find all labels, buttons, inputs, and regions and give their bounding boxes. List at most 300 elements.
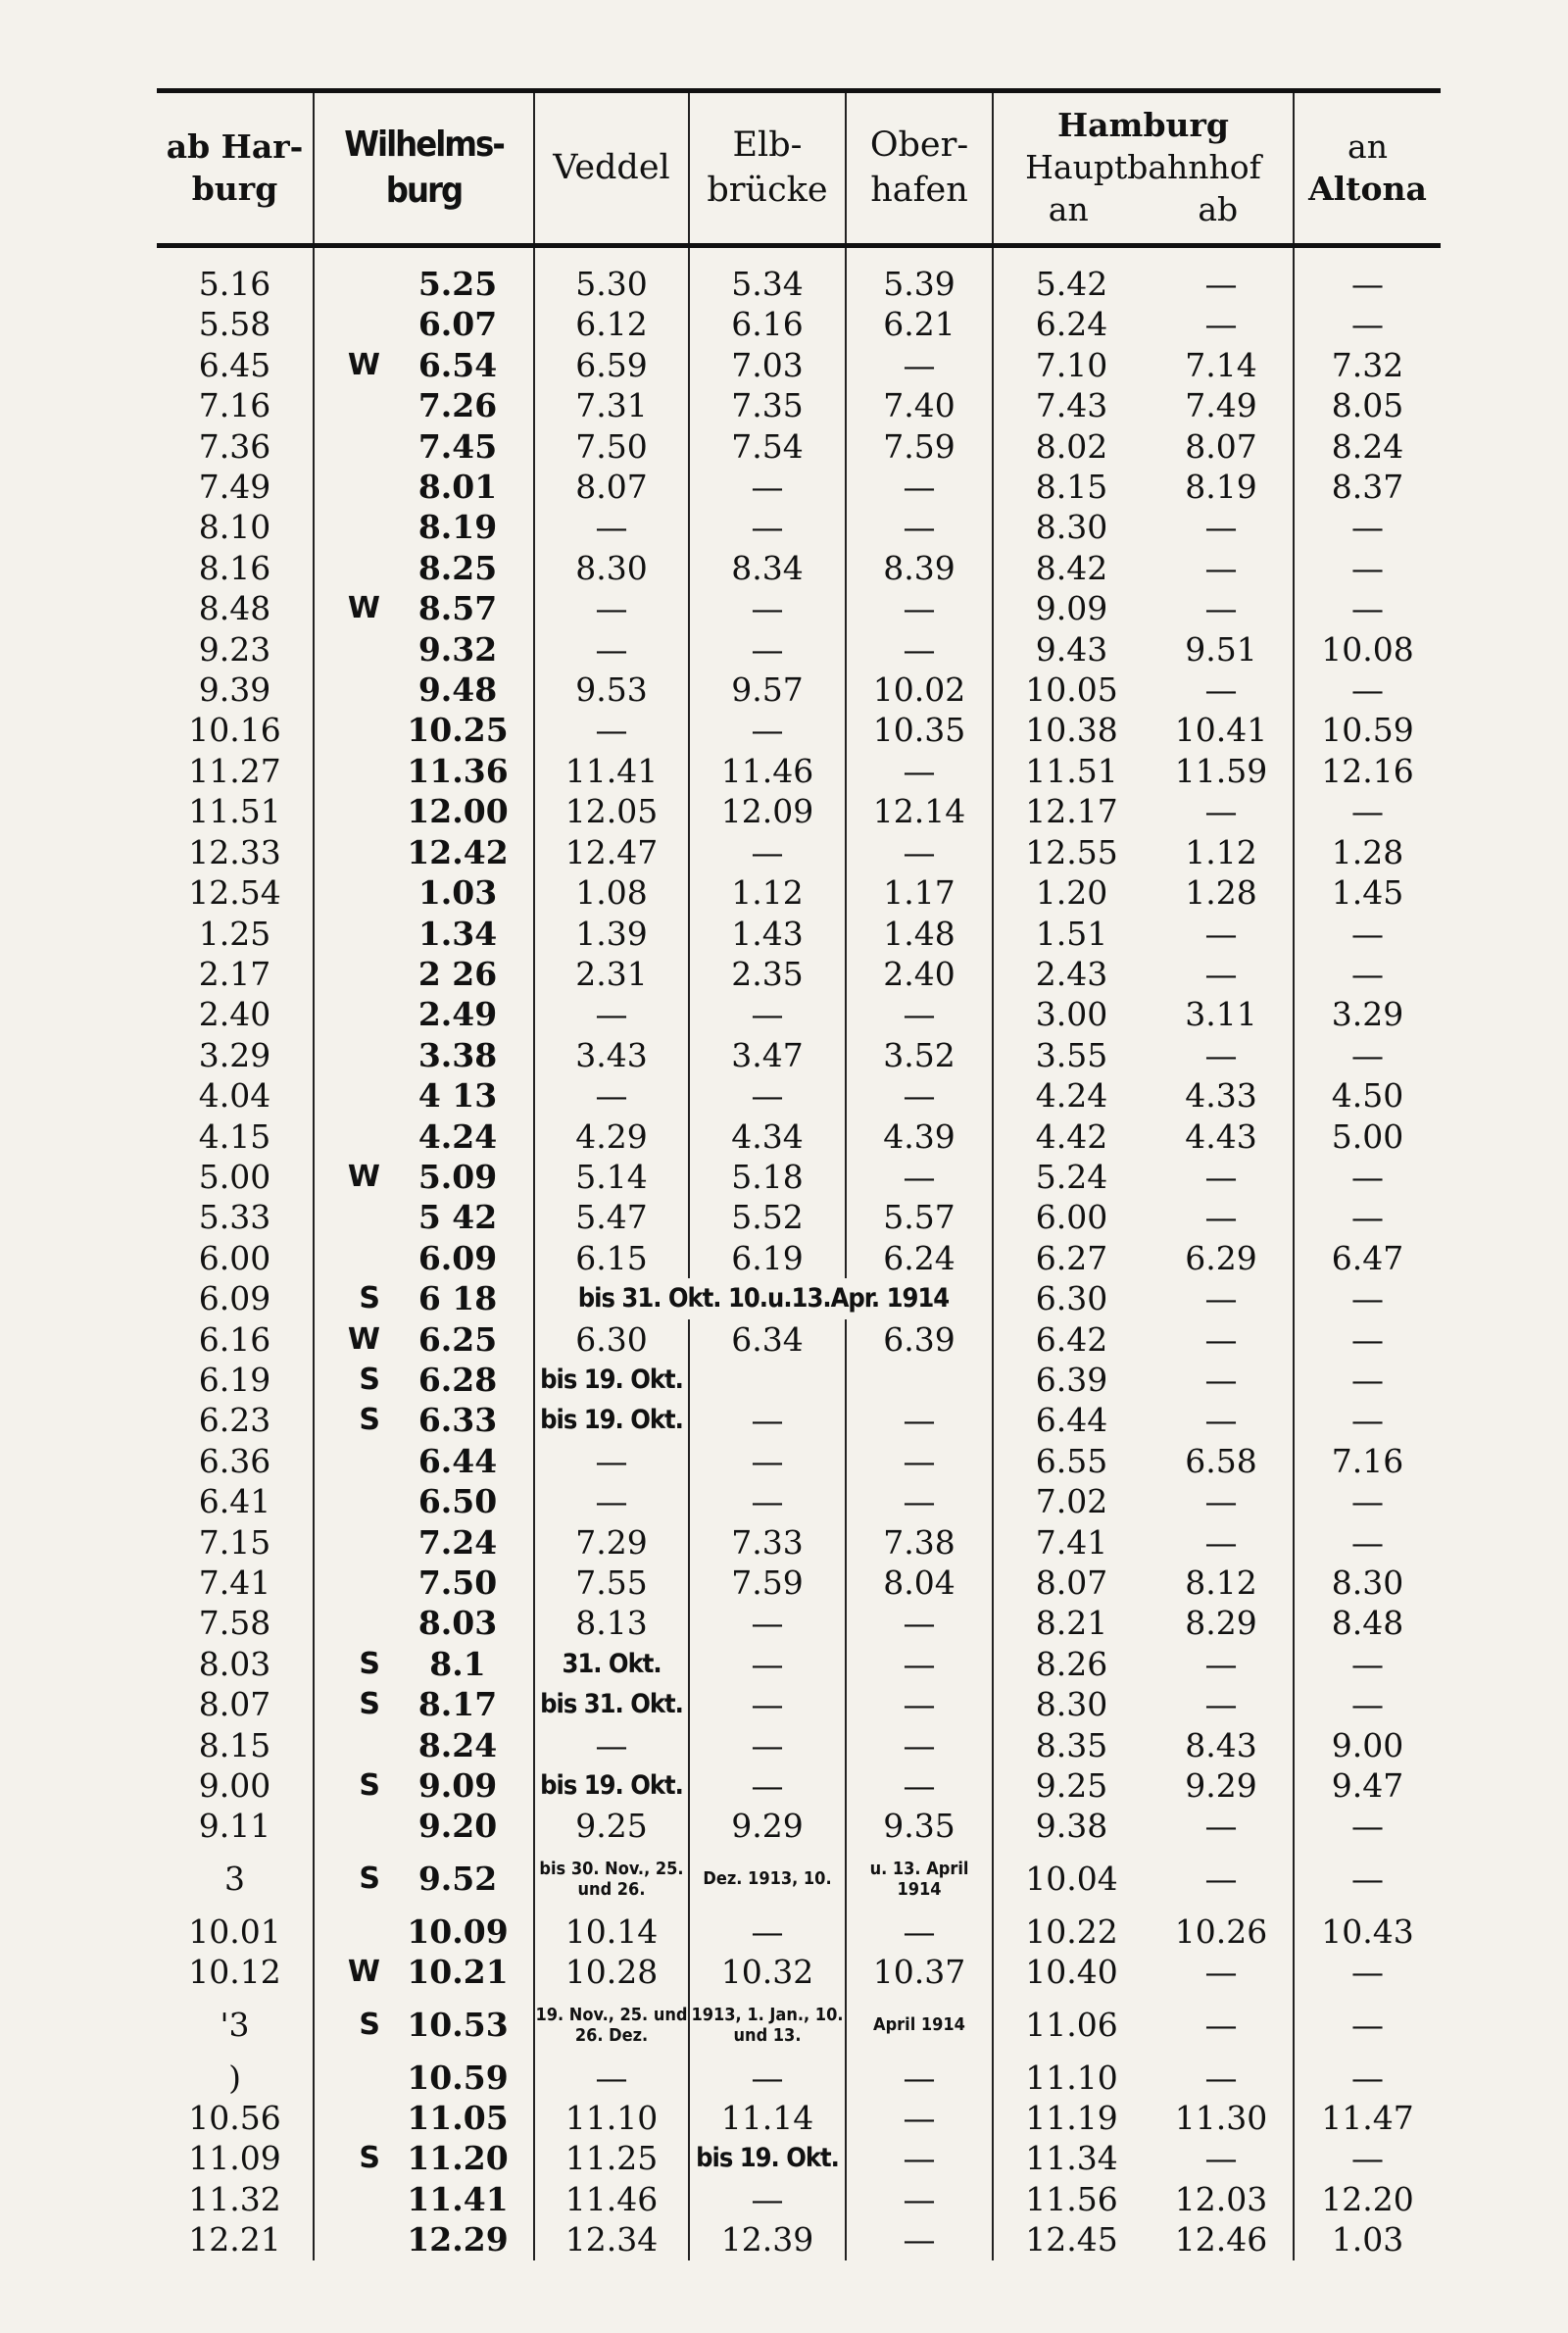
cell-ab-harburg: 11.51 xyxy=(157,791,314,831)
cell-an-altona: — xyxy=(1351,2058,1385,2097)
cell-oberhafen: 12.14 xyxy=(846,791,993,831)
cell-ab-harburg: 3 xyxy=(157,1847,314,1911)
cell-an-altona: — xyxy=(1351,670,1385,710)
cell-hbf-an: 8.07 xyxy=(1035,1564,1108,1602)
cell-ab-harburg: 2.17 xyxy=(157,954,314,994)
cell-an-altona: 12.16 xyxy=(1321,751,1414,790)
cell-ab-harburg: 5.16 xyxy=(157,246,314,305)
header-line: hafen xyxy=(870,170,968,210)
cell-an-altona: — xyxy=(1351,1401,1385,1440)
cell-ab-harburg: '3 xyxy=(157,1993,314,2058)
cell-an-altona: 7.32 xyxy=(1331,345,1404,384)
cell-hbf-an: 8.26 xyxy=(1035,1644,1108,1683)
cell-veddel: 8.30 xyxy=(534,548,689,588)
cell-veddel: — xyxy=(534,2058,689,2098)
timetable-row xyxy=(157,1563,1441,1603)
cell-oberhafen: — xyxy=(846,994,993,1034)
cell-marker xyxy=(314,1603,382,1643)
cell-veddel: 2.31 xyxy=(534,954,689,994)
cell-oberhafen: 7.59 xyxy=(846,426,993,467)
cell-ab-harburg: 12.21 xyxy=(157,2219,314,2259)
cell-wilhelmsburg: 6.50 xyxy=(382,1481,534,1521)
header-ab-harburg xyxy=(157,91,314,246)
header-hbf-ab: ab xyxy=(1198,189,1239,228)
cell-marker: W xyxy=(347,1321,380,1357)
cell-hbf-ab: — xyxy=(1150,1522,1294,1563)
cell-ab-harburg: 8.10 xyxy=(157,507,314,547)
cell-marker xyxy=(314,1197,382,1237)
cell-hbf-ab: — xyxy=(1150,2058,1294,2098)
cell-an-altona: 12.20 xyxy=(1321,2179,1414,2218)
cell-wilhelmsburg: 8.1 xyxy=(382,1644,534,1684)
cell-ab-harburg: 7.41 xyxy=(157,1563,314,1603)
cell-marker: S xyxy=(359,1281,380,1316)
cell-an-altona: 11.47 xyxy=(1321,2099,1414,2138)
cell-note: bis 19. Okt. xyxy=(534,1400,689,1440)
cell-hbf-ab: 4.43 xyxy=(1150,1117,1294,1157)
cell-hbf-ab: — xyxy=(1150,1278,1294,1318)
cell-hbf-ab: 7.49 xyxy=(1150,385,1294,425)
cell-hbf-ab: — xyxy=(1150,1481,1294,1521)
cell-marker xyxy=(314,2058,382,2098)
cell-hbf-ab: — xyxy=(1150,1847,1294,1911)
cell-wilhelmsburg: 12.00 xyxy=(382,791,534,831)
cell-ab-harburg: 11.32 xyxy=(157,2179,314,2219)
cell-wilhelmsburg: 7.45 xyxy=(382,426,534,467)
cell-wilhelmsburg: 2 26 xyxy=(382,954,534,994)
cell-an-altona: — xyxy=(1351,1644,1385,1683)
cell-an-altona: 9.47 xyxy=(1331,1766,1404,1806)
cell-hbf-ab: — xyxy=(1150,1806,1294,1846)
cell-marker: W xyxy=(347,1955,380,1990)
cell-wilhelmsburg: 1.03 xyxy=(382,872,534,913)
cell-wilhelmsburg: 10.09 xyxy=(382,1911,534,1952)
cell-ab-harburg: 3.29 xyxy=(157,1035,314,1075)
cell-oberhafen: — xyxy=(846,2179,993,2219)
cell-ab-harburg: 10.12 xyxy=(157,1952,314,1992)
cell-elbbruecke: 11.46 xyxy=(689,751,846,791)
cell-hbf-an: 8.02 xyxy=(1035,426,1108,466)
cell-hbf-an: 6.55 xyxy=(1035,1441,1108,1480)
cell-hbf-ab: — xyxy=(1150,246,1294,305)
cell-ab-harburg: 9.23 xyxy=(157,629,314,670)
cell-wilhelmsburg: 10.53 xyxy=(382,1993,534,2058)
timetable-row xyxy=(157,1481,1441,1521)
cell-veddel: 5.14 xyxy=(534,1157,689,1197)
cell-hbf-an: 6.44 xyxy=(1035,1401,1108,1440)
cell-veddel: — xyxy=(534,1075,689,1116)
cell-veddel: 6.12 xyxy=(534,304,689,344)
cell-elbbruecke: — xyxy=(689,507,846,547)
cell-an-altona: 8.24 xyxy=(1331,426,1404,466)
cell-hbf-ab: — xyxy=(1150,914,1294,954)
cell-hbf-ab: 12.46 xyxy=(1150,2219,1294,2259)
cell-hbf-an: 1.20 xyxy=(1035,873,1108,913)
cell-elbbruecke: — xyxy=(689,994,846,1034)
cell-an-altona: 5.00 xyxy=(1331,1117,1404,1156)
timetable-row xyxy=(157,670,1441,710)
cell-oberhafen: 1.17 xyxy=(846,872,993,913)
cell-hbf-ab: — xyxy=(1150,1197,1294,1237)
cell-hbf-an: 11.19 xyxy=(1025,2099,1118,2138)
cell-marker: S xyxy=(359,1362,380,1397)
cell-hbf-an: 12.55 xyxy=(1025,832,1118,871)
cell-hbf-an: 5.24 xyxy=(1035,1157,1108,1196)
header-oberhafen xyxy=(846,91,993,246)
timetable-row xyxy=(157,385,1441,425)
timetable-row xyxy=(157,1684,1441,1724)
cell-hbf-ab: — xyxy=(1150,1035,1294,1075)
cell-wilhelmsburg: 9.09 xyxy=(382,1765,534,1806)
cell-ab-harburg: 8.03 xyxy=(157,1644,314,1684)
cell-an-altona: — xyxy=(1351,305,1385,344)
cell-hbf-an: 2.43 xyxy=(1035,954,1108,993)
timetable-row xyxy=(157,1765,1441,1806)
cell-ab-harburg: 7.15 xyxy=(157,1522,314,1563)
cell-marker xyxy=(314,670,382,710)
cell-note: 1913, 1. Jan., 10. und 13. xyxy=(689,1993,846,2058)
cell-wilhelmsburg: 6.09 xyxy=(382,1238,534,1278)
cell-hbf-an: 6.27 xyxy=(1035,1238,1108,1277)
cell-wilhelmsburg: 3.38 xyxy=(382,1035,534,1075)
timetable-row xyxy=(157,246,1441,305)
cell-note: April 1914 xyxy=(846,1993,993,2058)
timetable xyxy=(157,88,1441,2260)
timetable-row xyxy=(157,1806,1441,1846)
timetable-row xyxy=(157,914,1441,954)
cell-veddel: 1.39 xyxy=(534,914,689,954)
cell-hbf-ab: — xyxy=(1150,791,1294,831)
cell-elbbruecke: — xyxy=(689,1481,846,1521)
cell-elbbruecke: — xyxy=(689,467,846,507)
cell-wilhelmsburg: 8.03 xyxy=(382,1603,534,1643)
cell-wilhelmsburg: 9.48 xyxy=(382,670,534,710)
cell-hbf-an: 10.22 xyxy=(1025,1911,1118,1951)
cell-an-altona: — xyxy=(1351,1685,1385,1724)
cell-marker xyxy=(314,1522,382,1563)
cell-marker xyxy=(314,872,382,913)
cell-veddel: 8.13 xyxy=(534,1603,689,1643)
cell-veddel: — xyxy=(534,1481,689,1521)
cell-marker xyxy=(314,2179,382,2219)
cell-marker xyxy=(314,751,382,791)
cell-oberhafen: 6.24 xyxy=(846,1238,993,1278)
cell-wilhelmsburg: 11.41 xyxy=(382,2179,534,2219)
cell-wilhelmsburg: 6 18 xyxy=(382,1278,534,1318)
cell-oberhafen: — xyxy=(846,507,993,547)
timetable-body xyxy=(157,246,1441,2260)
cell-hbf-ab: — xyxy=(1150,1644,1294,1684)
cell-ab-harburg: 4.15 xyxy=(157,1117,314,1157)
cell-marker xyxy=(314,1441,382,1481)
cell-elbbruecke: — xyxy=(689,1075,846,1116)
timetable-row xyxy=(157,1847,1441,1911)
cell-ab-harburg: 6.41 xyxy=(157,1481,314,1521)
cell-hbf-ab: 3.11 xyxy=(1150,994,1294,1034)
cell-wilhelmsburg: 9.32 xyxy=(382,629,534,670)
cell-ab-harburg: 12.33 xyxy=(157,832,314,872)
timetable-row xyxy=(157,2098,1441,2138)
cell-hbf-an: 7.41 xyxy=(1035,1522,1108,1562)
cell-elbbruecke: 7.54 xyxy=(689,426,846,467)
cell-oberhafen: 5.57 xyxy=(846,1197,993,1237)
cell-hbf-an: 12.45 xyxy=(1025,2220,1118,2259)
cell-wilhelmsburg: 7.26 xyxy=(382,385,534,425)
cell-marker xyxy=(314,710,382,750)
cell-oberhafen: — xyxy=(846,1075,993,1116)
timetable-row xyxy=(157,1725,1441,1765)
cell-marker: S xyxy=(359,1861,380,1897)
header-line: an xyxy=(1348,126,1388,166)
cell-ab-harburg: 4.04 xyxy=(157,1075,314,1116)
cell-marker xyxy=(314,629,382,670)
cell-elbbruecke: 5.34 xyxy=(689,246,846,305)
cell-oberhafen xyxy=(846,1360,993,1400)
cell-ab-harburg: 8.48 xyxy=(157,588,314,628)
cell-elbbruecke: — xyxy=(689,588,846,628)
cell-note: 31. Okt. xyxy=(534,1644,689,1684)
timetable-row xyxy=(157,2179,1441,2219)
cell-hbf-an: 9.43 xyxy=(1035,629,1108,669)
timetable-row xyxy=(157,1644,1441,1684)
cell-elbbruecke: — xyxy=(689,1684,846,1724)
cell-ab-harburg: 9.00 xyxy=(157,1765,314,1806)
cell-hbf-ab: — xyxy=(1150,1684,1294,1724)
cell-veddel: 9.53 xyxy=(534,670,689,710)
cell-veddel: 11.46 xyxy=(534,2179,689,2219)
cell-hbf-an: 6.00 xyxy=(1035,1198,1108,1237)
timetable-row xyxy=(157,751,1441,791)
cell-an-altona: — xyxy=(1351,914,1385,953)
timetable-row xyxy=(157,629,1441,670)
cell-oberhafen: 7.38 xyxy=(846,1522,993,1563)
cell-hbf-ab: 8.12 xyxy=(1150,1563,1294,1603)
cell-oberhafen: — xyxy=(846,1644,993,1684)
cell-elbbruecke: 6.16 xyxy=(689,304,846,344)
cell-marker xyxy=(314,385,382,425)
cell-wilhelmsburg: 11.20 xyxy=(382,2138,534,2178)
cell-oberhafen: — xyxy=(846,629,993,670)
cell-an-altona: — xyxy=(1351,954,1385,993)
cell-veddel: 5.30 xyxy=(534,246,689,305)
timetable-row xyxy=(157,1993,1441,2058)
cell-elbbruecke: — xyxy=(689,2179,846,2219)
cell-hbf-ab: — xyxy=(1150,1360,1294,1400)
cell-marker xyxy=(314,994,382,1034)
cell-ab-harburg: 5.33 xyxy=(157,1197,314,1237)
cell-hbf-ab: 9.29 xyxy=(1150,1765,1294,1806)
cell-veddel: 12.05 xyxy=(534,791,689,831)
cell-hbf-an: 9.09 xyxy=(1035,589,1108,628)
cell-marker xyxy=(314,1725,382,1765)
cell-ab-harburg: 6.45 xyxy=(157,345,314,385)
cell-hbf-an: 7.02 xyxy=(1035,1482,1108,1521)
cell-wilhelmsburg: 8.24 xyxy=(382,1725,534,1765)
cell-wilhelmsburg: 6.25 xyxy=(382,1319,534,1360)
cell-an-altona: — xyxy=(1351,1860,1385,1899)
cell-oberhafen: 6.21 xyxy=(846,304,993,344)
header-hamburg-hbf xyxy=(993,91,1294,246)
timetable-row xyxy=(157,1319,1441,1360)
cell-wilhelmsburg: 9.52 xyxy=(382,1847,534,1911)
cell-ab-harburg: 6.19 xyxy=(157,1360,314,1400)
cell-wilhelmsburg: 12.42 xyxy=(382,832,534,872)
cell-hbf-ab: — xyxy=(1150,304,1294,344)
cell-marker xyxy=(314,467,382,507)
cell-oberhafen: 7.40 xyxy=(846,385,993,425)
cell-wilhelmsburg: 10.59 xyxy=(382,2058,534,2098)
timetable-row xyxy=(157,1278,1441,1318)
cell-an-altona: — xyxy=(1351,792,1385,831)
cell-an-altona: — xyxy=(1351,1482,1385,1521)
cell-oberhafen: 8.04 xyxy=(846,1563,993,1603)
cell-veddel: 10.14 xyxy=(534,1911,689,1952)
cell-veddel: 11.25 xyxy=(534,2138,689,2178)
cell-an-altona: — xyxy=(1351,1319,1385,1359)
header-veddel xyxy=(534,91,689,246)
cell-hbf-an: 8.35 xyxy=(1035,1725,1108,1764)
cell-oberhafen: 3.52 xyxy=(846,1035,993,1075)
timetable-row xyxy=(157,1911,1441,1952)
cell-veddel: — xyxy=(534,1725,689,1765)
cell-wilhelmsburg: 8.19 xyxy=(382,507,534,547)
cell-elbbruecke: 7.59 xyxy=(689,1563,846,1603)
cell-ab-harburg: 5.00 xyxy=(157,1157,314,1197)
cell-hbf-an: 9.25 xyxy=(1035,1766,1108,1806)
cell-hbf-an: 11.56 xyxy=(1025,2179,1118,2218)
cell-marker: W xyxy=(347,591,380,626)
cell-wilhelmsburg: 6.28 xyxy=(382,1360,534,1400)
cell-hbf-ab: 8.43 xyxy=(1150,1725,1294,1765)
cell-marker xyxy=(314,507,382,547)
cell-oberhafen: — xyxy=(846,1911,993,1952)
cell-an-altona: 6.47 xyxy=(1331,1238,1404,1277)
cell-elbbruecke: — xyxy=(689,2058,846,2098)
cell-hbf-ab: 7.14 xyxy=(1150,345,1294,385)
cell-oberhafen: — xyxy=(846,2138,993,2178)
cell-marker xyxy=(314,548,382,588)
cell-wilhelmsburg: 1.34 xyxy=(382,914,534,954)
cell-veddel: 10.28 xyxy=(534,1952,689,1992)
header-hbf-an: an xyxy=(1048,189,1089,228)
cell-an-altona: — xyxy=(1351,1522,1385,1562)
cell-wilhelmsburg: 4.24 xyxy=(382,1117,534,1157)
cell-wilhelmsburg: 7.50 xyxy=(382,1563,534,1603)
cell-oberhafen: 1.48 xyxy=(846,914,993,954)
cell-note: bis 30. Nov., 25. und 26. xyxy=(534,1847,689,1911)
cell-hbf-ab: — xyxy=(1150,2138,1294,2178)
cell-ab-harburg: 6.00 xyxy=(157,1238,314,1278)
header-line: Veddel xyxy=(553,147,670,187)
cell-an-altona: 9.00 xyxy=(1331,1725,1404,1764)
cell-hbf-ab: — xyxy=(1150,1319,1294,1360)
cell-oberhafen: — xyxy=(846,588,993,628)
cell-oberhafen: — xyxy=(846,1725,993,1765)
cell-marker xyxy=(314,246,382,305)
cell-hbf-ab: 8.07 xyxy=(1150,426,1294,467)
cell-an-altona: 8.05 xyxy=(1331,386,1404,425)
header-line: Elb- xyxy=(732,125,803,165)
cell-marker: S xyxy=(359,1403,380,1438)
cell-hbf-ab: 4.33 xyxy=(1150,1075,1294,1116)
cell-wilhelmsburg: 9.20 xyxy=(382,1806,534,1846)
cell-hbf-an: 7.10 xyxy=(1035,345,1108,384)
cell-ab-harburg: 6.16 xyxy=(157,1319,314,1360)
cell-wilhelmsburg: 6.44 xyxy=(382,1441,534,1481)
cell-an-altona: 10.08 xyxy=(1321,629,1414,669)
cell-elbbruecke: 12.09 xyxy=(689,791,846,831)
cell-marker xyxy=(314,2219,382,2259)
cell-veddel: 6.30 xyxy=(534,1319,689,1360)
timetable-row xyxy=(157,1157,1441,1197)
timetable-row xyxy=(157,1238,1441,1278)
cell-veddel: 12.34 xyxy=(534,2219,689,2259)
header-line: burg xyxy=(191,169,278,208)
cell-oberhafen: — xyxy=(846,1157,993,1197)
timetable-row xyxy=(157,426,1441,467)
cell-wilhelmsburg: 8.57 xyxy=(382,588,534,628)
cell-oberhafen: — xyxy=(846,1441,993,1481)
cell-wilhelmsburg: 5.09 xyxy=(382,1157,534,1197)
cell-wilhelmsburg: 5 42 xyxy=(382,1197,534,1237)
cell-marker xyxy=(314,1117,382,1157)
timetable-row xyxy=(157,954,1441,994)
timetable-row xyxy=(157,1075,1441,1116)
cell-hbf-an: 3.00 xyxy=(1035,995,1108,1034)
cell-an-altona: 1.03 xyxy=(1331,2220,1404,2259)
cell-wilhelmsburg: 6.54 xyxy=(382,345,534,385)
cell-hbf-ab: — xyxy=(1150,670,1294,710)
cell-an-altona: — xyxy=(1351,548,1385,587)
cell-marker xyxy=(314,426,382,467)
cell-ab-harburg: 6.36 xyxy=(157,1441,314,1481)
cell-hbf-ab: — xyxy=(1150,507,1294,547)
cell-an-altona: — xyxy=(1351,1035,1385,1074)
cell-hbf-an: 4.42 xyxy=(1035,1117,1108,1156)
cell-hbf-ab: 9.51 xyxy=(1150,629,1294,670)
cell-hbf-an: 8.30 xyxy=(1035,1685,1108,1724)
timetable-row xyxy=(157,1117,1441,1157)
cell-veddel: 8.07 xyxy=(534,467,689,507)
cell-wilhelmsburg: 11.36 xyxy=(382,751,534,791)
cell-oberhafen: — xyxy=(846,1603,993,1643)
cell-wilhelmsburg: 8.17 xyxy=(382,1684,534,1724)
cell-ab-harburg: 1.25 xyxy=(157,914,314,954)
cell-elbbruecke: — xyxy=(689,710,846,750)
cell-elbbruecke: 3.47 xyxy=(689,1035,846,1075)
cell-an-altona: — xyxy=(1351,1157,1385,1196)
cell-veddel: — xyxy=(534,710,689,750)
cell-ab-harburg: 10.56 xyxy=(157,2098,314,2138)
cell-veddel: 3.43 xyxy=(534,1035,689,1075)
cell-hbf-ab: — xyxy=(1150,1952,1294,1992)
cell-elbbruecke: — xyxy=(689,1603,846,1643)
cell-oberhafen: — xyxy=(846,2058,993,2098)
cell-an-altona: 1.45 xyxy=(1331,873,1404,913)
cell-elbbruecke: — xyxy=(689,1400,846,1440)
cell-ab-harburg: ) xyxy=(157,2058,314,2098)
cell-oberhafen: 8.39 xyxy=(846,548,993,588)
timetable-row xyxy=(157,507,1441,547)
cell-note: bis 19. Okt. xyxy=(689,2138,846,2178)
cell-marker xyxy=(314,954,382,994)
cell-oberhafen: — xyxy=(846,467,993,507)
cell-elbbruecke: 4.34 xyxy=(689,1117,846,1157)
cell-elbbruecke: — xyxy=(689,1911,846,1952)
cell-hbf-an: 10.40 xyxy=(1025,1953,1118,1992)
cell-hbf-an: 5.42 xyxy=(1035,265,1108,303)
cell-wilhelmsburg: 6.33 xyxy=(382,1400,534,1440)
